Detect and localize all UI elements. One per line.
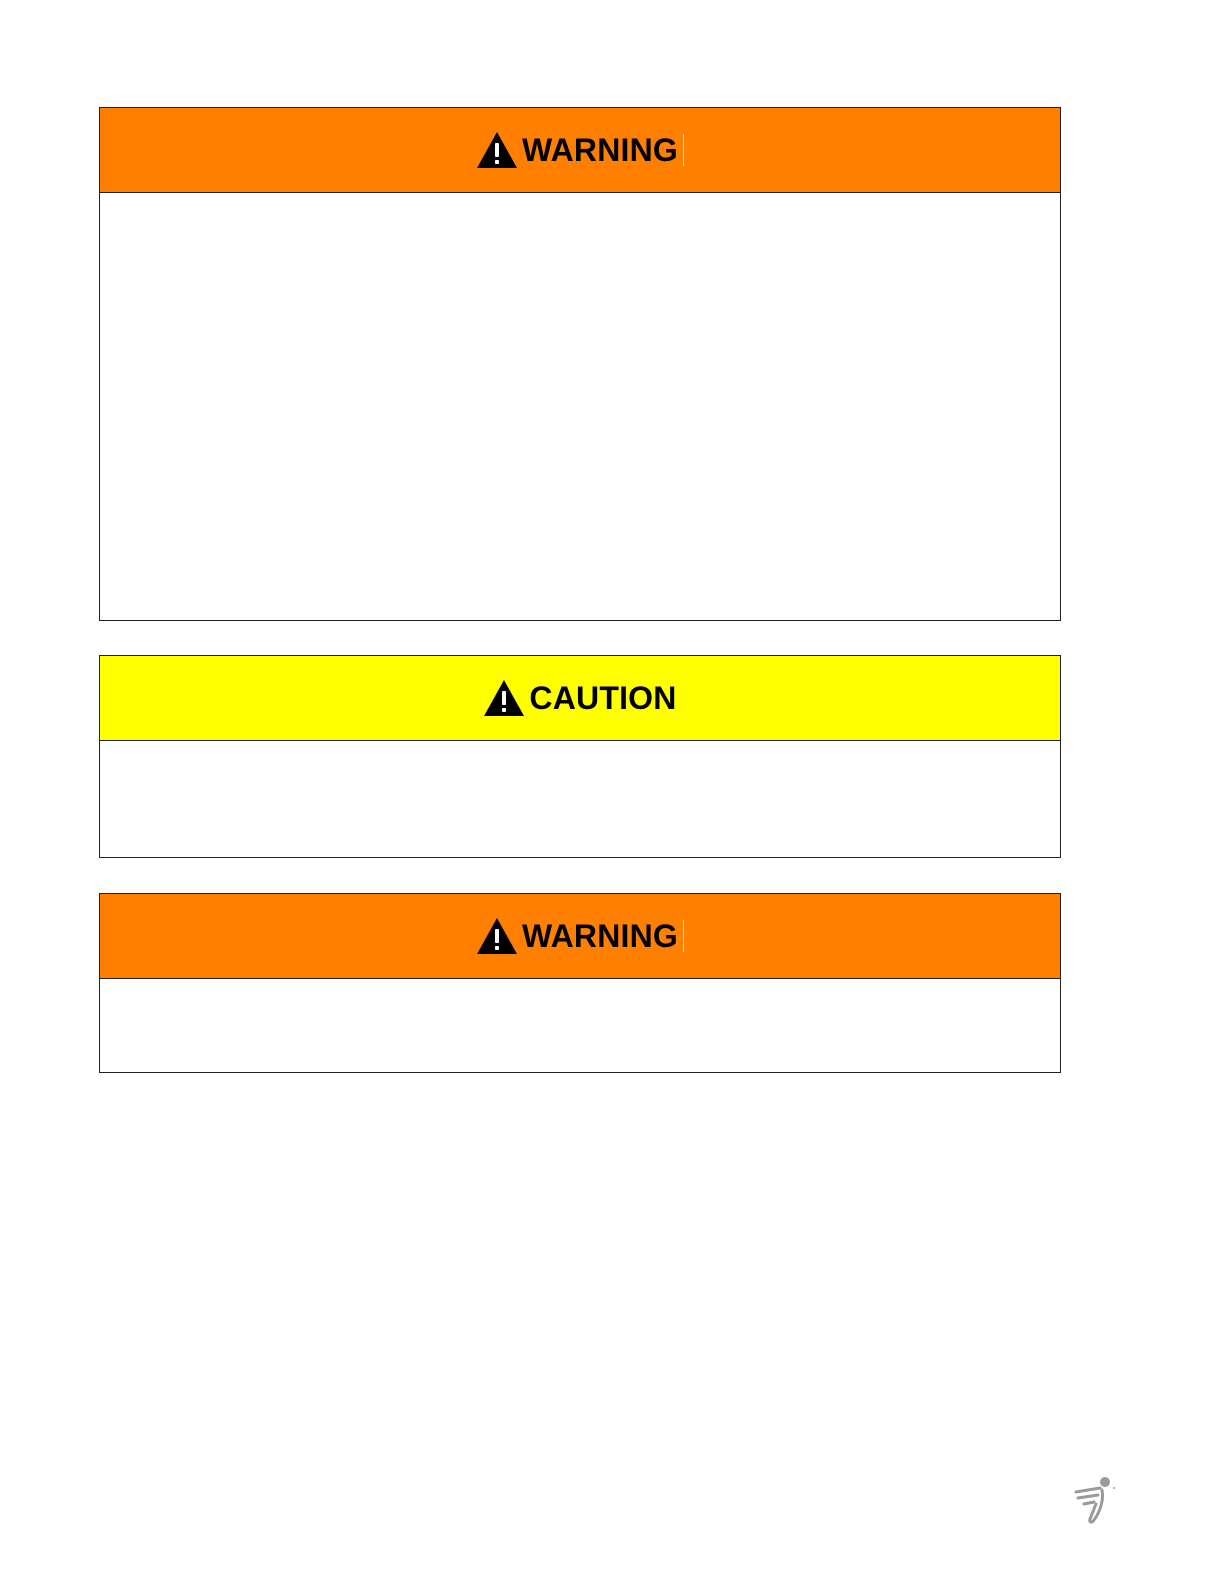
caution-header (100, 656, 1060, 741)
signal-word: WARNING (522, 920, 684, 952)
rider-logo-icon (1070, 1472, 1118, 1528)
signal-label (476, 131, 684, 169)
signal-label (483, 679, 676, 717)
warning-header (100, 108, 1060, 193)
caution-notice (99, 655, 1061, 858)
warning-triangle-icon (476, 131, 518, 169)
warning-header (100, 894, 1060, 979)
signal-word: CAUTION (529, 680, 677, 716)
warning-triangle-icon (476, 917, 518, 955)
warning-notice-1 (99, 107, 1061, 621)
signal-label (476, 917, 684, 955)
signal-word: WARNING (522, 134, 684, 166)
warning-notice-2 (99, 893, 1061, 1073)
warning-triangle-icon (483, 679, 525, 717)
